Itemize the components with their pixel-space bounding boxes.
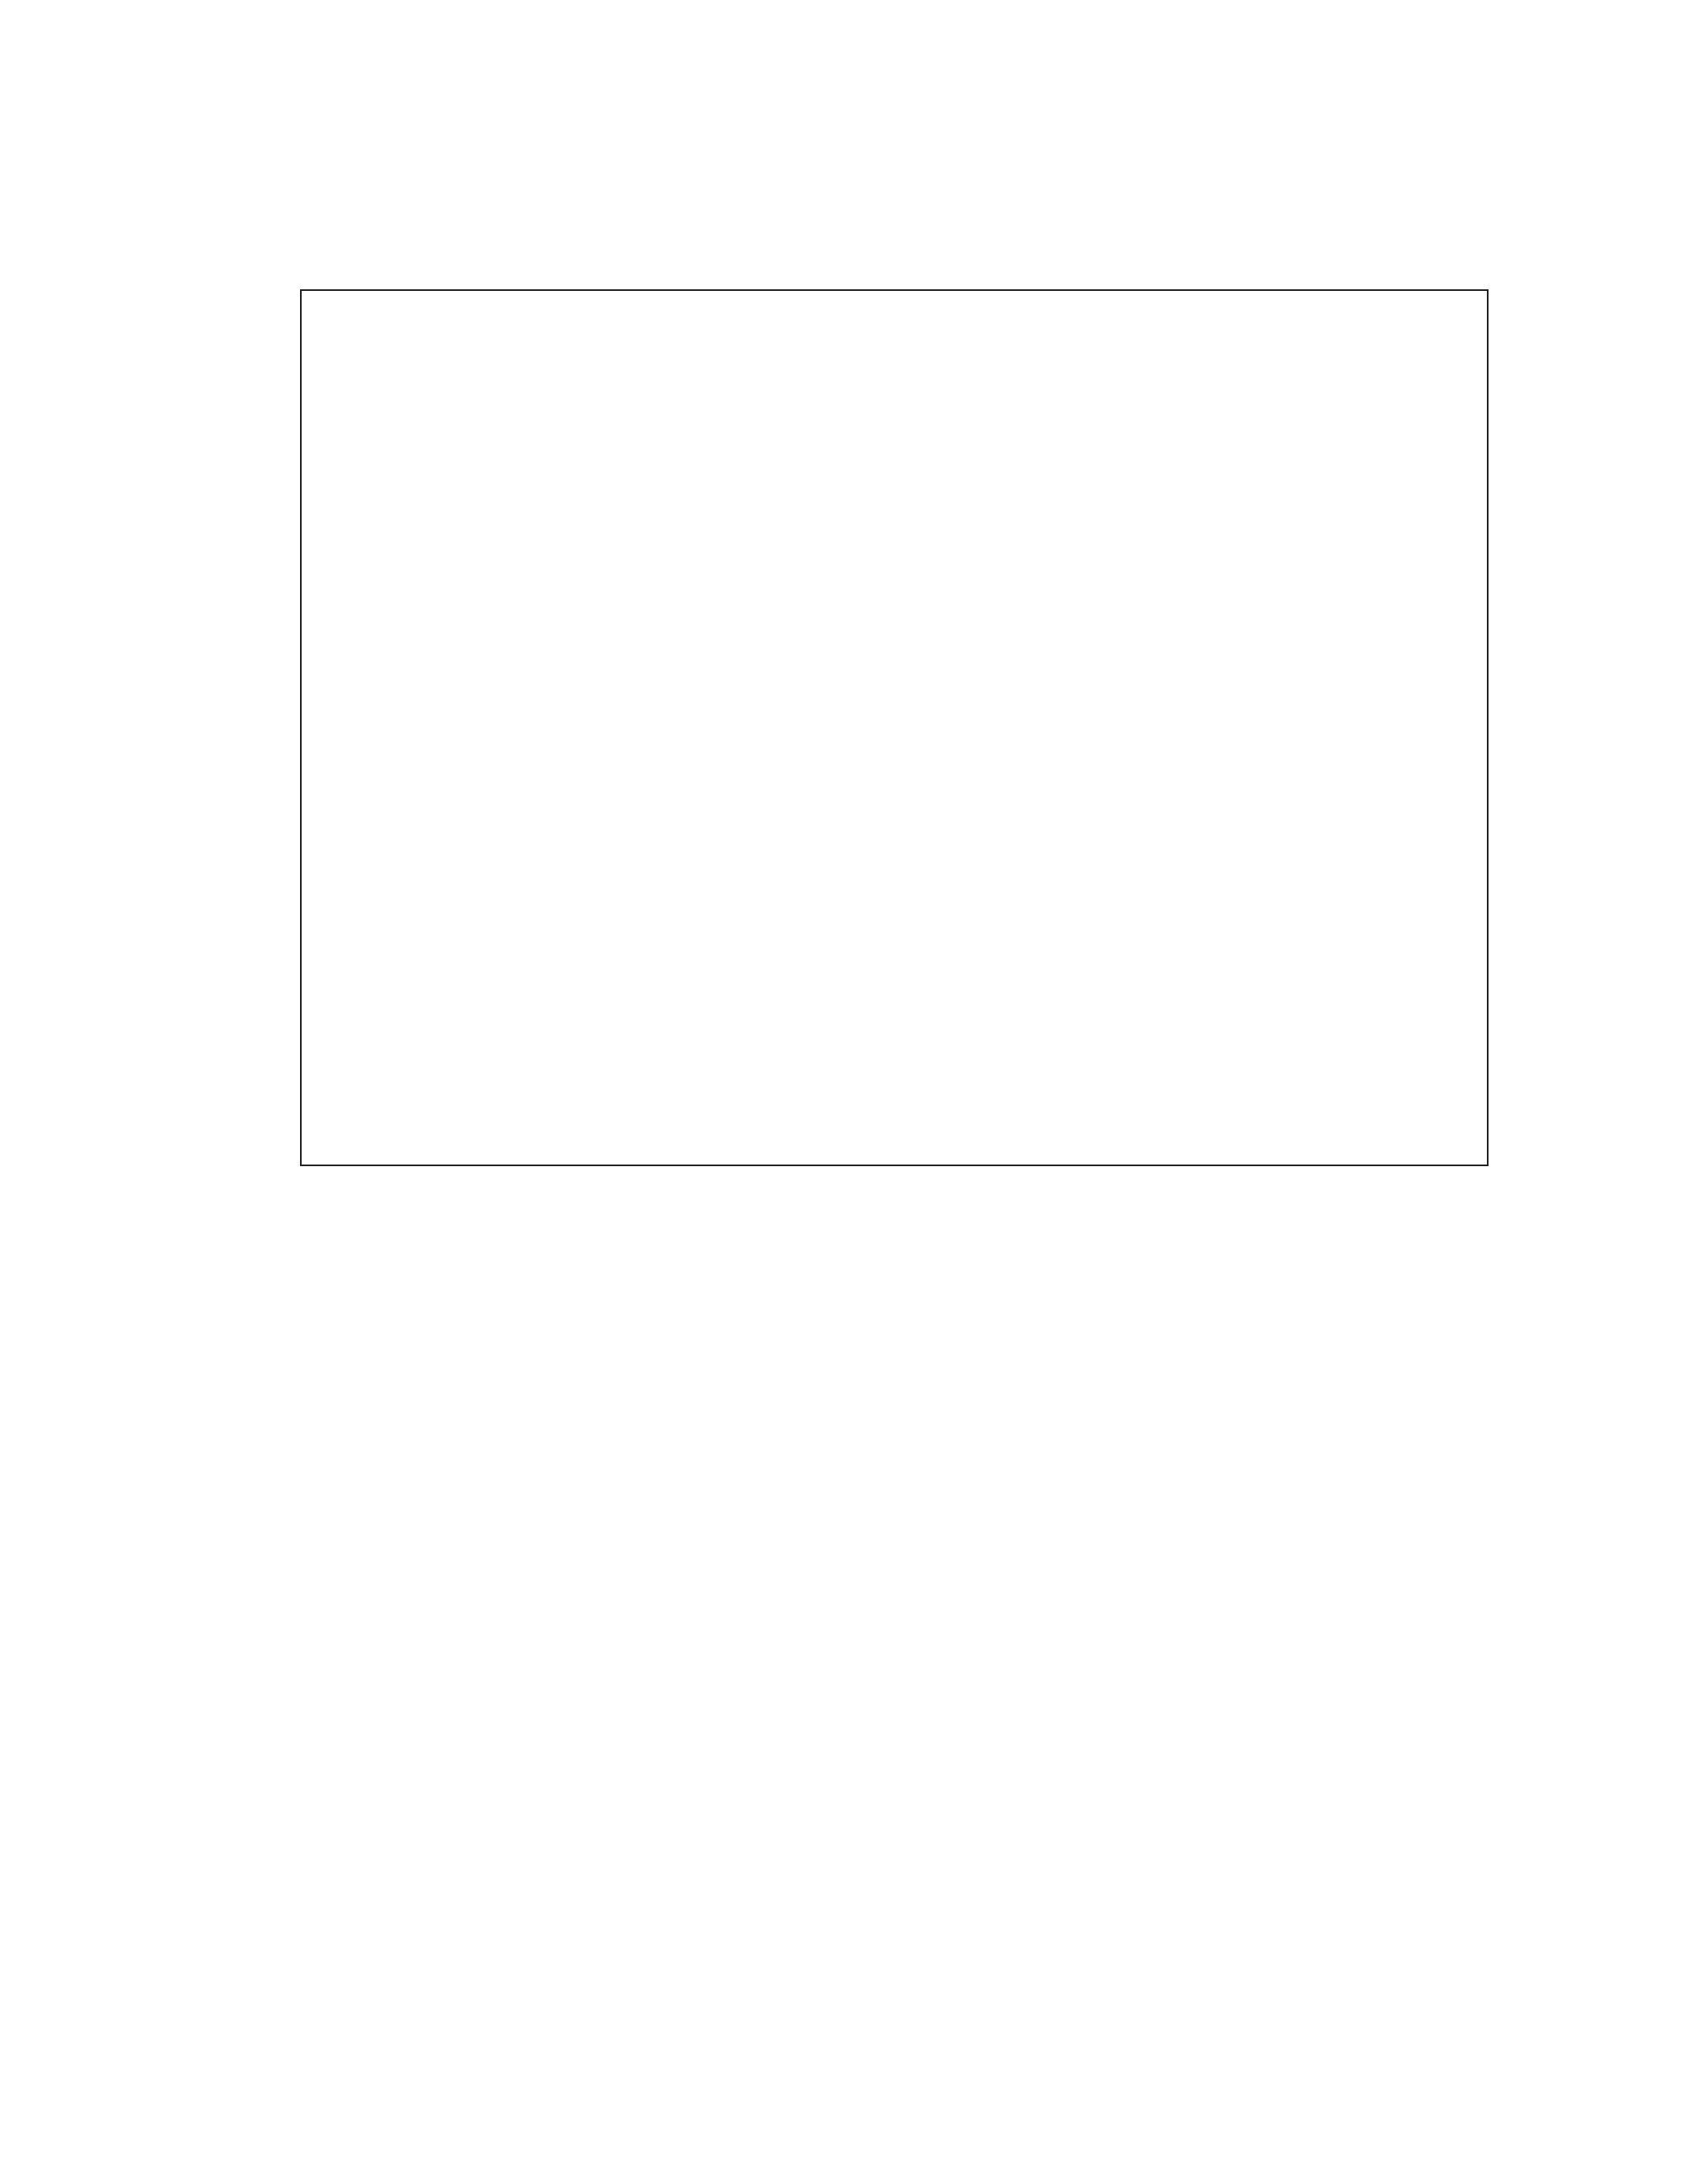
chart-frame (300, 289, 1489, 1166)
bar-chart (302, 291, 1487, 1165)
